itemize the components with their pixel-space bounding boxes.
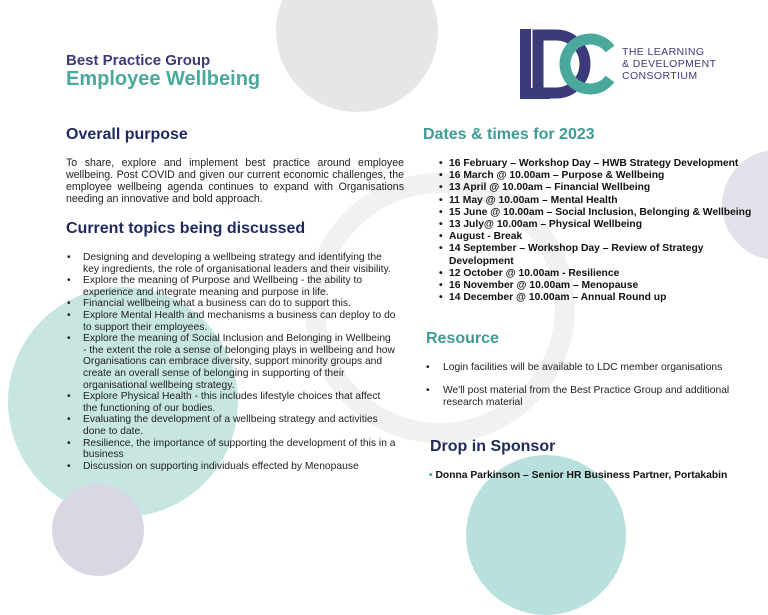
list-item: • 16 November @ 10.00am – Menopause <box>430 280 760 292</box>
list-item: • 14 September – Workshop Day – Review of Strategy Development <box>430 243 714 267</box>
dates-list <box>430 158 760 304</box>
list-item: • Explore Physical Health - this includes lifestyle choices that affect the functioning of our bodies. <box>64 391 397 414</box>
topics-list <box>64 252 397 472</box>
purpose-text: To share, explore and implement best practice around employee wellbeing. Post COVID and given our current economic challenges, the employee wellbeing agenda continues to expand with Organisations needing an innovative and bold approach. <box>66 157 404 205</box>
list-item: • Login facilities will be available to LDC member organisations <box>423 362 743 374</box>
list-item: • 13 April @ 10.00am – Financial Wellbeing <box>430 182 760 194</box>
list-item: • 16 February – Workshop Day – HWB Strategy Development <box>430 158 760 170</box>
list-item: • 13 July@ 10.00am – Physical Wellbeing <box>430 219 760 231</box>
sponsor-name: Donna Parkinson – Senior HR Business Partner, Portakabin <box>435 470 728 481</box>
list-item: • 16 March @ 10.00am – Purpose & Wellbeing <box>430 170 760 182</box>
list-item: • Evaluating the development of a wellbeing strategy and activities done to date. <box>64 414 397 437</box>
list-item: • Designing and developing a wellbeing strategy and identifying the key ingredients, the role of organisational leaders and their visibility. <box>64 252 397 275</box>
list-item: • 11 May @ 10.00am – Mental Health <box>430 195 760 207</box>
list-item: • 14 December @ 10.00am – Annual Round up <box>430 292 760 304</box>
list-item: • Financial wellbeing what a business can do to support this. <box>64 298 397 310</box>
list-item: • Discussion on supporting individuals effected by Menopause <box>64 461 397 473</box>
topics-heading: Current topics being discussed <box>66 220 306 237</box>
dates-heading: Dates & times for 2023 <box>423 126 595 143</box>
logo-line: & DEVELOPMENT <box>622 58 717 70</box>
list-item: • August - Break <box>430 231 760 243</box>
group-title: Best Practice Group <box>66 52 211 69</box>
ldc-logo <box>518 27 763 102</box>
logo-line: CONSORTIUM <box>622 70 698 82</box>
decorative-circle-top <box>276 0 438 112</box>
resource-list <box>423 362 743 420</box>
list-item: • 12 October @ 10.00am - Resilience <box>430 268 760 280</box>
list-item: • Resilience, the importance of supporting the development of this in a business <box>64 438 397 461</box>
list-item: • Explore Mental Health and mechanisms a business can deploy to do to support their employees. <box>64 310 397 333</box>
list-item: • Explore the meaning of Purpose and Wellbeing - the ability to experience and integrate meaning and purpose in life. <box>64 275 397 298</box>
logo-text <box>622 46 716 82</box>
sponsor-bullet: • <box>429 470 433 481</box>
ldc-logo-mark <box>518 27 618 102</box>
sponsor-heading: Drop in Sponsor <box>430 438 556 455</box>
page-title: Employee Wellbeing <box>66 68 261 90</box>
sponsor-line <box>429 470 727 481</box>
logo-line: THE LEARNING <box>622 46 705 58</box>
decorative-circle-bottom-left <box>52 484 144 576</box>
list-item: • 15 June @ 10.00am – Social Inclusion, Belonging & Wellbeing <box>430 207 760 219</box>
resource-heading: Resource <box>426 330 499 347</box>
list-item: • Explore the meaning of Social Inclusion and Belonging in Wellbeing - the extent the role a sense of belonging plays in wellbeing and how Organisations can embrace diversity, support minority groups and create an overall sense of belonging in supporting of their organisational wellbeing strategy. <box>64 333 397 391</box>
purpose-heading: Overall purpose <box>66 126 188 143</box>
list-item: • We'll post material from the Best Practice Group and additional research material <box>423 385 733 409</box>
